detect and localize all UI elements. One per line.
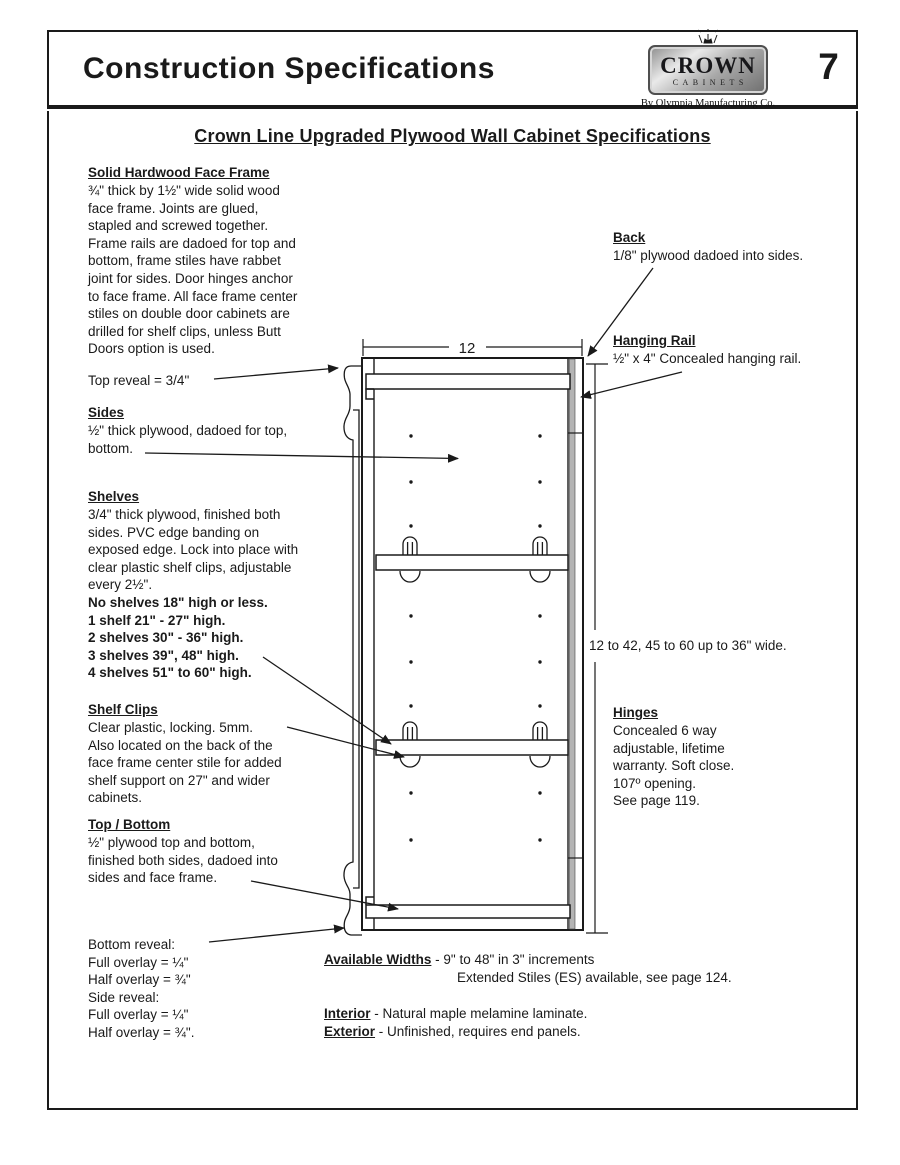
- shelf-1: [376, 555, 568, 570]
- side-dimension: [586, 364, 608, 933]
- reveal-notes: Bottom reveal: Full overlay = ¼" Half overlay = ¾" Side reveal: Full overlay = ¼" Half overlay = ¾".: [88, 937, 195, 1040]
- logo-subtitle: CABINETS: [672, 77, 748, 87]
- available-widths-label: Available Widths: [324, 952, 432, 967]
- header-title: Construction Specifications: [83, 52, 495, 85]
- width-range-note: 12 to 42, 45 to 60 up to 36" wide.: [589, 638, 787, 653]
- face-frame-profile: [344, 366, 362, 935]
- available-widths-text: - 9" to 48" in 3" increments: [431, 952, 595, 967]
- shelves-count-rules: No shelves 18" high or less. 1 shelf 21" - 27" high. 2 shelves 30" - 36" high. 3 shelves 39", 48" high. 4 shelves 51" to 60" high.: [88, 595, 268, 681]
- arrow-top-reveal: [214, 368, 338, 379]
- available-widths-line2: Extended Stiles (ES) available, see page 124.: [457, 969, 732, 985]
- page-title: Crown Line Upgraded Plywood Wall Cabinet Specifications: [194, 126, 711, 146]
- note-top-reveal: Top reveal = 3/4": [88, 373, 190, 388]
- section-back-body: 1/8" plywood dadoed into sides.: [613, 248, 804, 263]
- section-top-bottom-heading: Top / Bottom: [88, 817, 171, 832]
- section-shelves-heading: Shelves: [88, 489, 140, 504]
- top-dimension-label: 12: [458, 340, 476, 357]
- arrow-back: [588, 268, 653, 356]
- section-sides-heading: Sides: [88, 405, 125, 420]
- section-shelves-body: 3/4" thick plywood, finished both sides. PVC edge banding on exposed edge. Lock into place with clear plastic shelf clips, adjustable every 2½".: [88, 507, 299, 593]
- section-back-heading: Back: [613, 230, 646, 245]
- interior-label: Interior: [324, 1006, 371, 1021]
- section-hinges-body: Concealed 6 way adjustable, lifetime warranty. Soft close. 107º opening. See page 119.: [613, 723, 735, 809]
- logo-name: CROWN: [660, 52, 756, 78]
- logo-tagline: By Olympia Manufacturing Co.: [640, 98, 776, 109]
- section-sides-body: ½" thick plywood, dadoed for top, bottom.: [88, 423, 288, 456]
- section-face-frame-body: ¾" thick by 1½" wide solid wood face frame. Joints are glued, stapled and screwed together. Frame rails are dadoed for top and bottom, frame stiles have rabbet joint for sides. Door hinges anchor to face frame. All face frame center stiles on double door cabinets are drilled for shelf clips, unless Butt Doors option is used.: [88, 183, 298, 357]
- interior-text: - Natural maple melamine laminate.: [370, 1006, 588, 1021]
- exterior-text: - Unfinished, requires end panels.: [375, 1024, 581, 1039]
- arrow-bottom-reveal: [209, 928, 344, 942]
- section-hinges-heading: Hinges: [613, 705, 659, 720]
- exterior-label: Exterior: [324, 1024, 376, 1039]
- shelf-2: [376, 740, 568, 755]
- section-shelf-clips-heading: Shelf Clips: [88, 702, 158, 717]
- section-hanging-rail-heading: Hanging Rail: [613, 333, 696, 348]
- section-shelf-clips-body: Clear plastic, locking. 5mm. Also located on the back of the face frame center stile for added shelf support on 27" and wider cabinets.: [88, 720, 282, 806]
- section-face-frame-heading: Solid Hardwood Face Frame: [88, 165, 270, 180]
- arrow-hanging-rail: [581, 372, 682, 397]
- section-top-bottom-body: ½" plywood top and bottom, finished both sides, dadoed into sides and face frame.: [88, 835, 278, 886]
- cabinet-outline: [362, 358, 583, 930]
- page-number: 7: [818, 46, 839, 87]
- section-hanging-rail-body: ½" x 4" Concealed hanging rail.: [613, 351, 802, 366]
